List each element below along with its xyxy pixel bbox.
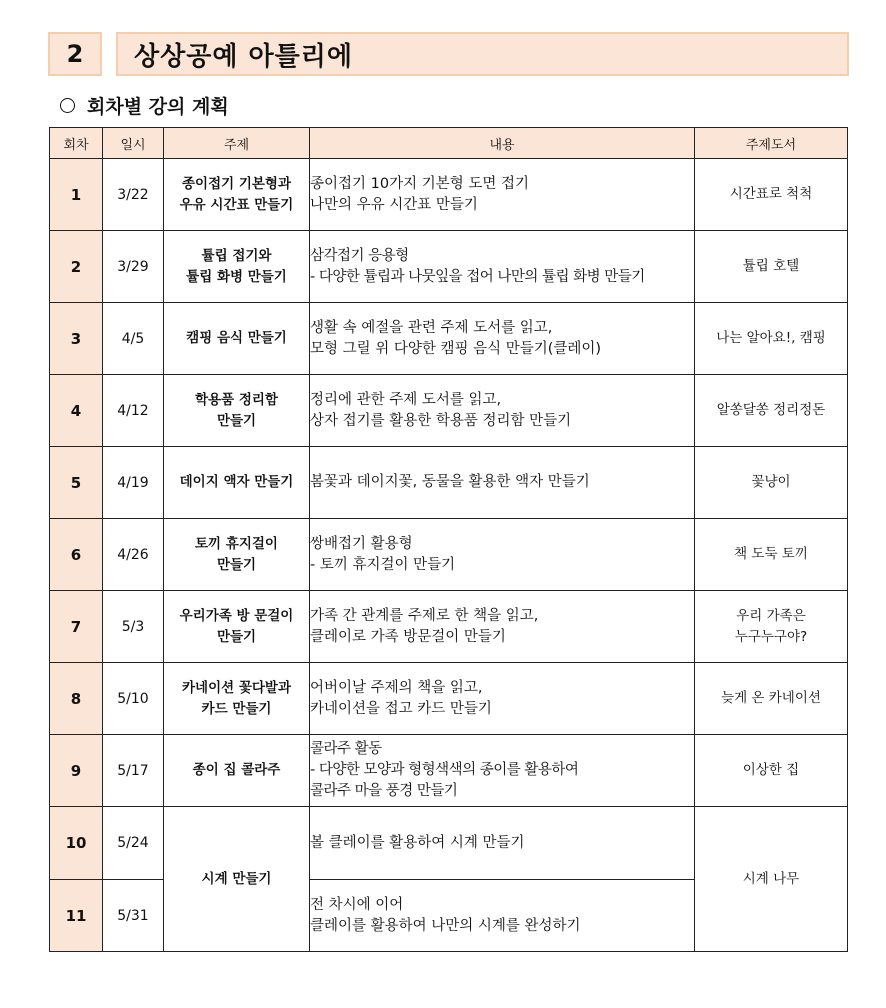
header-date: 일시 [103, 128, 164, 159]
session-date: 4/12 [103, 375, 164, 447]
session-number: 8 [50, 663, 103, 735]
session-content: 가족 간 관계를 주제로 한 책을 읽고, 클레이로 가족 방문걸이 만들기 [310, 591, 695, 663]
session-date: 5/24 [103, 807, 164, 880]
circle-bullet-icon [60, 98, 75, 113]
session-content: 정리에 관한 주제 도서를 읽고, 상자 접기를 활용한 학용품 정리함 만들기 [310, 375, 695, 447]
session-date: 5/31 [103, 880, 164, 952]
table-row [50, 663, 848, 735]
session-content: 삼각접기 응용형 - 다양한 튤립과 나뭇잎을 접어 나만의 튤립 화병 만들기 [310, 231, 695, 303]
session-topic: 튤립 접기와 튤립 화병 만들기 [164, 231, 310, 303]
session-date: 5/3 [103, 591, 164, 663]
session-content: 어버이날 주제의 책을 읽고, 카네이션을 접고 카드 만들기 [310, 663, 695, 735]
header-no: 회차 [50, 128, 103, 159]
session-content: 전 차시에 이어 클레이를 활용하여 나만의 시계를 완성하기 [310, 880, 695, 952]
session-topic: 토끼 휴지걸이 만들기 [164, 519, 310, 591]
session-number: 10 [50, 807, 103, 880]
session-topic: 시계 만들기 [164, 807, 310, 952]
session-number: 6 [50, 519, 103, 591]
session-date: 4/19 [103, 447, 164, 519]
session-book: 시간표로 척척 [695, 159, 848, 231]
session-date: 5/10 [103, 663, 164, 735]
table-header-row [50, 128, 848, 159]
session-book: 책 도둑 토끼 [695, 519, 848, 591]
table-row [50, 735, 848, 807]
session-content: 콜라주 활동 - 다양한 모양과 형형색색의 종이를 활용하여 콜라주 마을 풍경 만들기 [310, 735, 695, 807]
table-row [50, 447, 848, 519]
session-book: 시계 나무 [695, 807, 848, 952]
session-book: 이상한 집 [695, 735, 848, 807]
lecture-plan-table [49, 127, 848, 952]
header-topic: 주제 [164, 128, 310, 159]
session-content: 종이접기 10가지 기본형 도면 접기 나만의 우유 시간표 만들기 [310, 159, 695, 231]
section-number: 2 [48, 32, 102, 76]
session-topic: 우리가족 방 문걸이 만들기 [164, 591, 310, 663]
table-row [50, 231, 848, 303]
session-number: 3 [50, 303, 103, 375]
session-date: 3/29 [103, 231, 164, 303]
table-row [50, 591, 848, 663]
session-content: 봄꽃과 데이지꽃, 동물을 활용한 액자 만들기 [310, 447, 695, 519]
session-book: 나는 알아요!, 캠핑 [695, 303, 848, 375]
subtitle-text: 회차별 강의 계획 [87, 96, 229, 118]
session-number: 1 [50, 159, 103, 231]
subtitle [60, 92, 229, 119]
table-row [50, 303, 848, 375]
session-book: 꽃냥이 [695, 447, 848, 519]
session-topic: 학용품 정리함 만들기 [164, 375, 310, 447]
table-row [50, 159, 848, 231]
session-number: 11 [50, 880, 103, 952]
session-number: 9 [50, 735, 103, 807]
session-date: 4/5 [103, 303, 164, 375]
session-number: 5 [50, 447, 103, 519]
session-number: 7 [50, 591, 103, 663]
session-book: 튤립 호텔 [695, 231, 848, 303]
session-topic: 데이지 액자 만들기 [164, 447, 310, 519]
session-content: 생활 속 예절을 관련 주제 도서를 읽고, 모형 그릴 위 다양한 캠핑 음식 만들기(클레이) [310, 303, 695, 375]
session-topic: 캠핑 음식 만들기 [164, 303, 310, 375]
session-date: 3/22 [103, 159, 164, 231]
session-topic: 종이접기 기본형과 우유 시간표 만들기 [164, 159, 310, 231]
table-row [50, 807, 848, 880]
section-title: 상상공예 아틀리에 [116, 32, 849, 76]
session-topic: 카네이션 꽃다발과 카드 만들기 [164, 663, 310, 735]
session-content: 쌍배접기 활용형 - 토끼 휴지걸이 만들기 [310, 519, 695, 591]
session-content: 볼 클레이를 활용하여 시계 만들기 [310, 807, 695, 880]
session-book: 알쏭달쏭 정리정돈 [695, 375, 848, 447]
table-row [50, 519, 848, 591]
session-book: 늦게 온 카네이션 [695, 663, 848, 735]
header-book: 주제도서 [695, 128, 848, 159]
session-number: 4 [50, 375, 103, 447]
session-number: 2 [50, 231, 103, 303]
session-book: 우리 가족은 누구누구야? [695, 591, 848, 663]
table-row [50, 375, 848, 447]
session-topic: 종이 집 콜라주 [164, 735, 310, 807]
session-date: 4/26 [103, 519, 164, 591]
session-date: 5/17 [103, 735, 164, 807]
header-content: 내용 [310, 128, 695, 159]
